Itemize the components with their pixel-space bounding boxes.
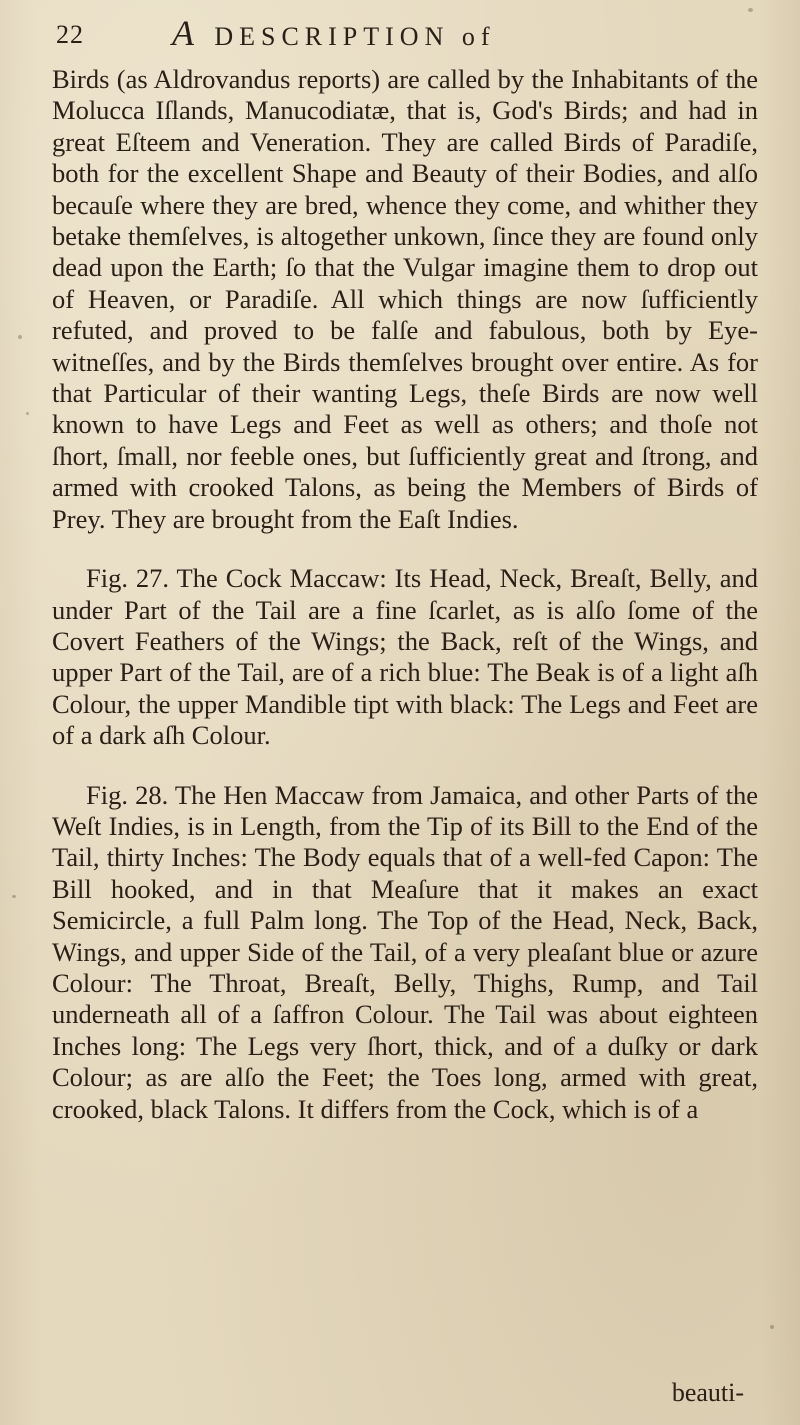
- paper-speck: [26, 412, 29, 415]
- paper-speck: [12, 895, 16, 898]
- running-title-rest: DESCRIPTION of: [214, 22, 496, 51]
- running-title-initial: A: [172, 13, 200, 53]
- paragraph-fig-27: Fig. 27. The Cock Maccaw: Its Head, Neck, Breaſt, Belly, and under Part of the Tail are a fine ſcarlet, as is alſo ſome of the Covert Feathers of the Wings; the Back, reſt of the Wings, and upper Part of the Tail, are of a rich blue: The Beak is of a light aſh Colour, the upper Mandible tipt with black: The Legs and Feet are of a dark aſh Colour.: [52, 563, 758, 751]
- body-text: [52, 64, 758, 1125]
- paper-speck: [770, 1325, 774, 1329]
- paragraph-fig-28: Fig. 28. The Hen Maccaw from Jamaica, and other Parts of the Weſt Indies, is in Length, from the Tip of its Bill to the End of the Tail, thirty Inches: The Body equals that of a well-fed Capon: The Bill hooked, and in that Meaſure that it makes an exact Semicircle, a full Palm long. The Top of the Head, Neck, Back, Wings, and upper Side of the Tail, of a very pleaſant blue or azure Colour: The Throat, Breaſt, Belly, Thighs, Rump, and Tail underneath all of a ſaffron Colour. The Tail was about eighteen Inches long: The Legs very ſhort, thick, and of a duſky or dark Colour; as are alſo the Feet; the Toes long, armed with great, crooked, black Talons. It differs from the Cock, which is of a: [52, 779, 758, 1124]
- catchword: beauti-: [671, 1378, 744, 1407]
- paper-speck: [18, 335, 22, 339]
- page-number: 22: [56, 20, 84, 49]
- running-head: [56, 12, 758, 62]
- running-title: [172, 12, 496, 54]
- paragraph-intro: Birds (as Aldrovandus reports) are called by the Inhabitants of the Molucca Iſlands, Manucodiatæ, that is, God's Birds; and had in great Eſteem and Veneration. They are called Birds of Paradiſe, both for the excellent Shape and Beauty of their Bodies, and alſo becauſe where they are bred, whence they come, and whither they betake themſelves, is altogether unkown, ſince they are found only dead upon the Earth; ſo that the Vulgar imagine them to drop out of Heaven, or Paradiſe. All which things are now ſufficiently refuted, and proved to be falſe and fabulous, both by Eye-witneſſes, and by the Birds themſelves brought over entire. As for that Particular of their wanting Legs, theſe Birds are now well known to have Legs and Feet as well as others; and thoſe not ſhort, ſmall, nor feeble ones, but ſufficiently great and ſtrong, and armed with crooked Talons, as being the Members of Birds of Prey. They are brought from the Eaſt Indies.: [52, 64, 758, 534]
- paper-speck: [748, 8, 753, 12]
